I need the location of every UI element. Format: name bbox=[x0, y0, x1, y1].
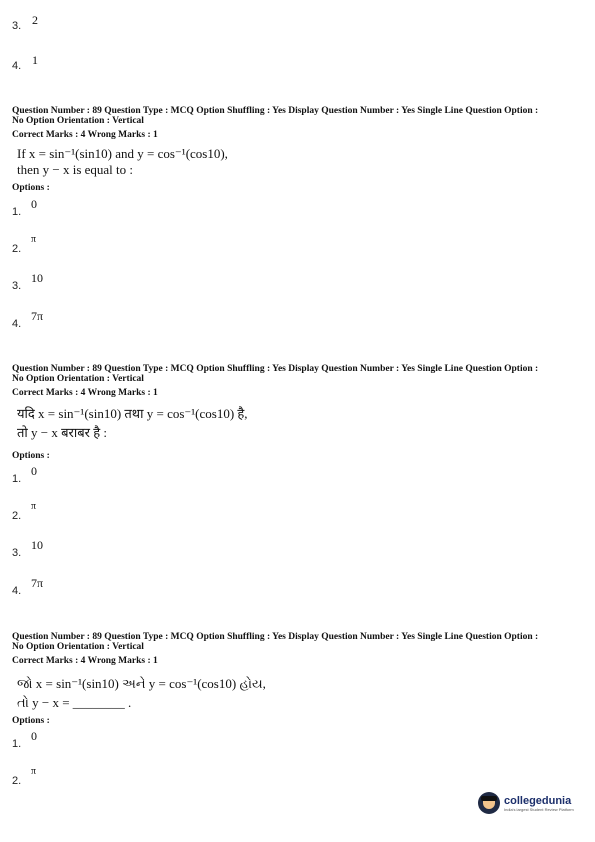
question-meta-line1: Question Number : 89 Question Type : MCQ Option Shuffling : Yes Display Question Number : Yes Single Line Question Option : bbox=[12, 632, 539, 642]
option-value: π bbox=[31, 766, 37, 777]
option-value: 10 bbox=[31, 538, 43, 552]
question-text-line2: then y − x is equal to : bbox=[17, 162, 134, 177]
question-meta-line2: No Option Orientation : Vertical bbox=[12, 642, 144, 652]
option-number: 1. bbox=[12, 206, 22, 218]
question-text-line1: જો x = sin⁻¹(sin10) અને y = cos⁻¹(cos10) હોય, bbox=[17, 676, 266, 691]
option-value: π bbox=[31, 234, 37, 245]
marks-line: Correct Marks : 4 Wrong Marks : 1 bbox=[12, 130, 158, 140]
options-label: Options : bbox=[12, 716, 50, 726]
options-label: Options : bbox=[12, 451, 50, 461]
options-label: Options : bbox=[12, 183, 50, 193]
option-value: 0 bbox=[31, 464, 37, 478]
marks-line: Correct Marks : 4 Wrong Marks : 1 bbox=[12, 388, 158, 398]
option-value: 2 bbox=[32, 13, 38, 27]
option-value: 0 bbox=[31, 729, 37, 743]
question-text-line1: If x = sin⁻¹(sin10) and y = cos⁻¹(cos10), bbox=[17, 146, 228, 161]
option-number: 2. bbox=[12, 510, 22, 522]
logo-name: collegedunia bbox=[504, 794, 572, 807]
option-number: 4. bbox=[12, 585, 22, 597]
option-number: 2. bbox=[12, 243, 22, 255]
collegedunia-logo bbox=[478, 792, 574, 814]
question-meta-line2: No Option Orientation : Vertical bbox=[12, 374, 144, 384]
option-number: 2. bbox=[12, 775, 22, 787]
question-text-line2: तो y − x बराबर है : bbox=[17, 425, 107, 440]
option-number: 4. bbox=[12, 318, 22, 330]
option-number: 3. bbox=[12, 20, 22, 32]
option-number: 4. bbox=[12, 60, 22, 72]
option-value: 1 bbox=[32, 53, 38, 67]
marks-line: Correct Marks : 4 Wrong Marks : 1 bbox=[12, 656, 158, 666]
option-number: 3. bbox=[12, 280, 22, 292]
question-meta-line1: Question Number : 89 Question Type : MCQ Option Shuffling : Yes Display Question Number : Yes Single Line Question Option : bbox=[12, 106, 539, 116]
question-text-line2: તો y − x = ________ . bbox=[17, 695, 132, 710]
option-value: 7π bbox=[31, 309, 44, 323]
option-value: 7π bbox=[31, 576, 44, 590]
question-meta-line2: No Option Orientation : Vertical bbox=[12, 116, 144, 126]
option-number: 3. bbox=[12, 547, 22, 559]
logo-text bbox=[504, 795, 574, 812]
option-value: 0 bbox=[31, 197, 37, 211]
question-text-line1: यदि x = sin⁻¹(sin10) तथा y = cos⁻¹(cos10) है, bbox=[17, 406, 248, 421]
option-number: 1. bbox=[12, 738, 22, 750]
option-number: 1. bbox=[12, 473, 22, 485]
question-meta-line1: Question Number : 89 Question Type : MCQ Option Shuffling : Yes Display Question Number : Yes Single Line Question Option : bbox=[12, 364, 539, 374]
mascot-icon bbox=[478, 792, 500, 814]
option-value: π bbox=[31, 501, 37, 512]
logo-tagline: India's largest Student Review Platform bbox=[504, 806, 574, 812]
option-value: 10 bbox=[31, 271, 43, 285]
